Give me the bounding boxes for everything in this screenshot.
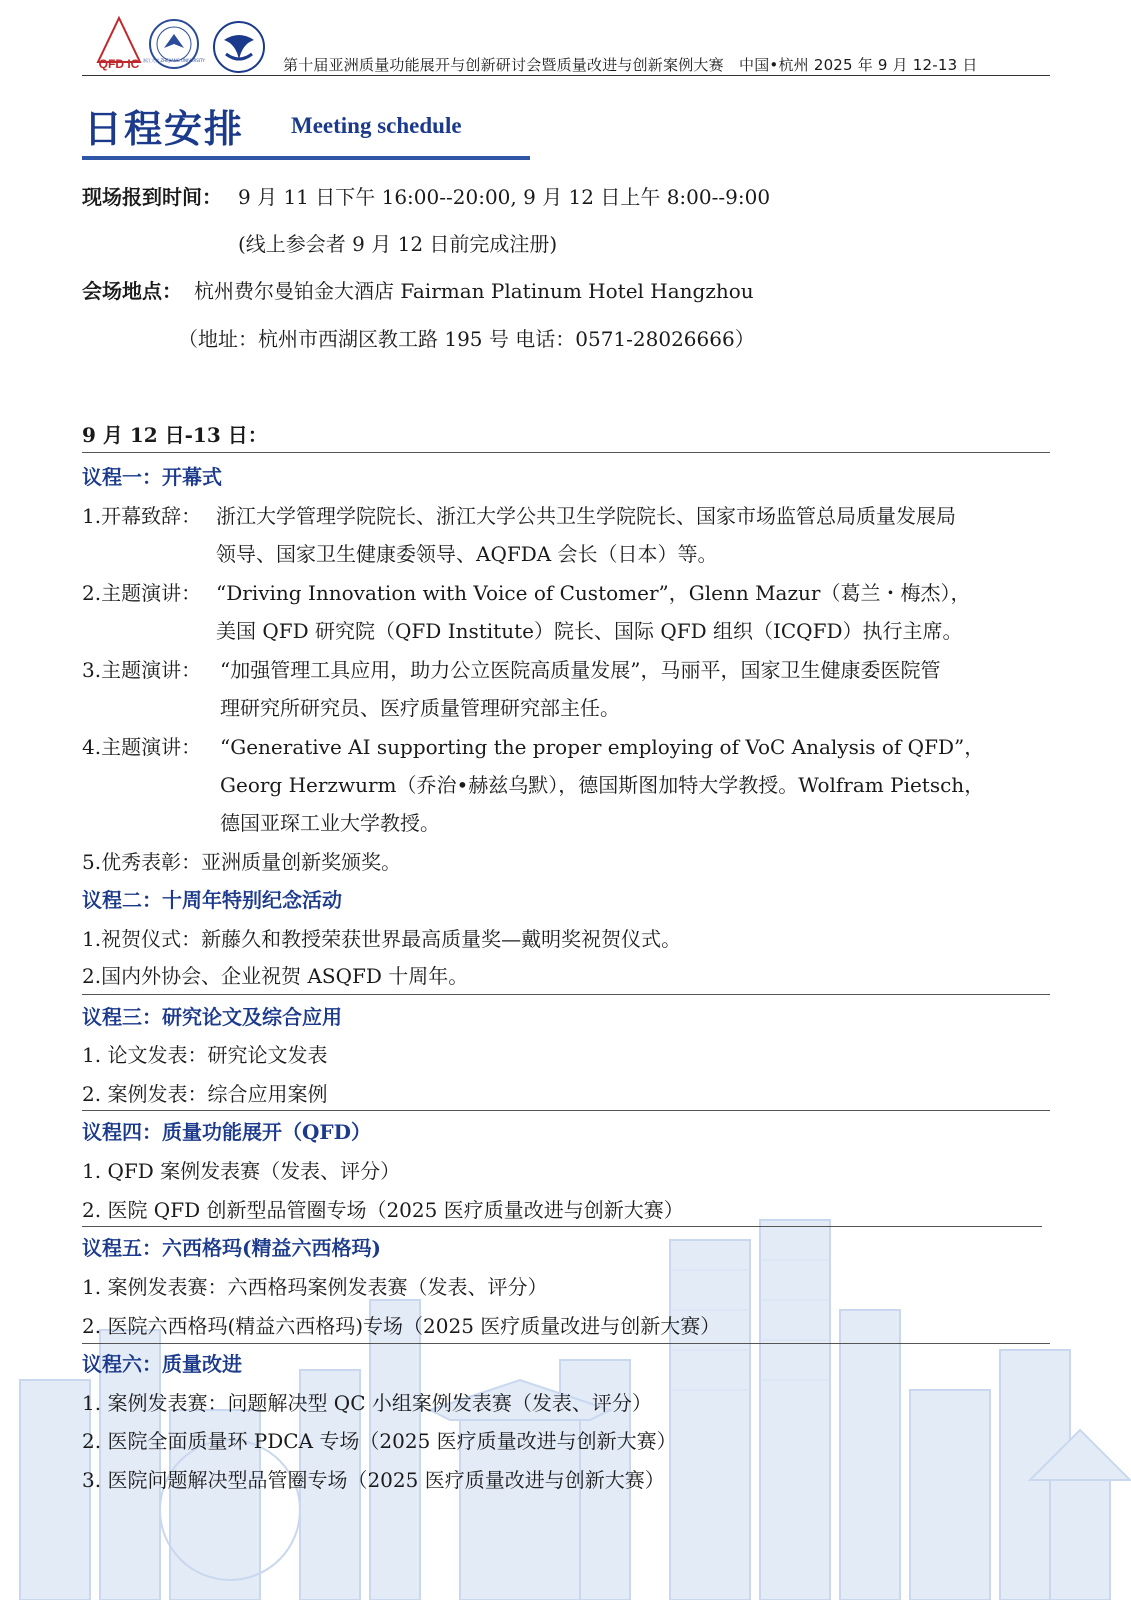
agenda-1-title: 议程一：开幕式 [82, 465, 222, 489]
agenda-2-item-2: 2.国内外协会、企业祝贺 ASQFD 十周年。 [82, 964, 469, 988]
agenda-1-item-3-label: 3.主题演讲： [82, 658, 202, 682]
section-divider [82, 994, 1050, 995]
agenda-5-item-1: 1. 案例发表赛：六西格玛案例发表赛（发表、评分） [82, 1275, 548, 1299]
agenda-1-item-1-text: 浙江大学管理学院院长、浙江大学公共卫生学院院长、国家市场监管总局质量发展局 [216, 504, 956, 528]
agenda-2-title: 议程二：十周年特别纪念活动 [82, 888, 342, 912]
svg-text:QFD IC: QFD IC [98, 57, 140, 71]
agenda-4-item-1: 1. QFD 案例发表赛（发表、评分） [82, 1159, 401, 1183]
agenda-6-item-3: 3. 医院问题解决型品管圈专场（2025 医疗质量改进与创新大赛） [82, 1468, 665, 1492]
agenda-1-item-4-text-cont: Georg Herzwurm（乔治•赫兹乌默），德国斯图加特大学教授。Wolfram Pietsch， [220, 773, 985, 797]
agenda-2-item-1: 1.祝贺仪式：新藤久和教授荣获世界最高质量奖—戴明奖祝贺仪式。 [82, 927, 682, 951]
agenda-1-item-2-text-cont: 美国 QFD 研究院（QFD Institute）院长、国际 QFD 组织（ICQFD）执行主席。 [216, 619, 963, 643]
agenda-1-item-2-label: 2.主题演讲： [82, 581, 202, 605]
agenda-6-title: 议程六：质量改进 [82, 1352, 242, 1376]
asqfd-logo [212, 20, 266, 74]
agenda-1-item-1-label: 1.开幕致辞： [82, 504, 202, 528]
agenda-1-item-4-text: “Generative AI supporting the proper employing of VoC Analysis of QFD”， [220, 735, 985, 759]
zhejiang-university-logo [143, 18, 205, 70]
conference-header: 第十届亚洲质量功能展开与创新研讨会暨质量改进与创新案例大赛 中国•杭州 2025 年 9 月 12-13 日 [283, 56, 978, 74]
section-divider [82, 1110, 1050, 1111]
page-title: 日程安排 [84, 107, 245, 151]
agenda-4-title: 议程四：质量功能展开（QFD） [82, 1120, 371, 1144]
agenda-3-item-2: 2. 案例发表：综合应用案例 [82, 1082, 328, 1106]
agenda-1-item-3-text-cont: 理研究所研究员、医疗质量管理研究部主任。 [220, 696, 620, 720]
agenda-3-title: 议程三：研究论文及综合应用 [82, 1005, 342, 1029]
agenda-1-item-2-text: “Driving Innovation with Voice of Customer”，Glenn Mazur（葛兰・梅杰）， [216, 581, 971, 605]
title-underline [82, 156, 530, 160]
registration-label: 现场报到时间： [82, 185, 222, 209]
agenda-1-item-5: 5.优秀表彰：亚洲质量创新奖颁奖。 [82, 850, 402, 874]
agenda-3-item-1: 1. 论文发表：研究论文发表 [82, 1043, 328, 1067]
date-heading: 9 月 12 日-13 日： [82, 423, 268, 447]
agenda-5-item-2: 2. 医院六西格玛(精益六西格玛)专场（2025 医疗质量改进与创新大赛） [82, 1314, 721, 1338]
section-divider [82, 1343, 1050, 1344]
agenda-1-item-4-text-cont-2: 德国亚琛工业大学教授。 [220, 811, 440, 835]
agenda-1-item-4-label: 4.主题演讲： [82, 735, 202, 759]
agenda-6-item-2: 2. 医院全面质量环 PDCA 专场（2025 医疗质量改进与创新大赛） [82, 1429, 677, 1453]
venue-label: 会场地点： [82, 279, 182, 303]
registration-time: 9 月 11 日下午 16:00--20:00, 9 月 12 日上午 8:00--9:00 [238, 185, 771, 209]
svg-text:浙江大学 ZHEJIANG UNIVERSITY: 浙江大学 ZHEJIANG UNIVERSITY [143, 58, 205, 63]
agenda-5-title: 议程五：六西格玛(精益六西格玛) [82, 1236, 381, 1260]
page-subtitle: Meeting schedule [291, 113, 462, 138]
online-registration-note: (线上参会者 9 月 12 日前完成注册) [238, 232, 558, 256]
agenda-1-item-1-text-cont: 领导、国家卫生健康委领导、AQFDA 会长（日本）等。 [216, 542, 718, 566]
venue-name: 杭州费尔曼铂金大酒店 Fairman Platinum Hotel Hangzhou [194, 279, 754, 303]
agenda-4-item-2: 2. 医院 QFD 创新型品管圈专场（2025 医疗质量改进与创新大赛） [82, 1198, 684, 1222]
header-divider [82, 75, 1050, 76]
agenda-6-item-1: 1. 案例发表赛：问题解决型 QC 小组案例发表赛（发表、评分） [82, 1391, 652, 1415]
section-divider [82, 452, 1050, 453]
section-divider [82, 1226, 1042, 1227]
qfd-ic-logo [96, 16, 142, 74]
venue-address: （地址：杭州市西湖区教工路 195 号 电话：0571-28026666） [178, 327, 755, 351]
agenda-1-item-3-text: “加强管理工具应用，助力公立医院高质量发展”，马丽平，国家卫生健康委医院管 [220, 658, 941, 682]
